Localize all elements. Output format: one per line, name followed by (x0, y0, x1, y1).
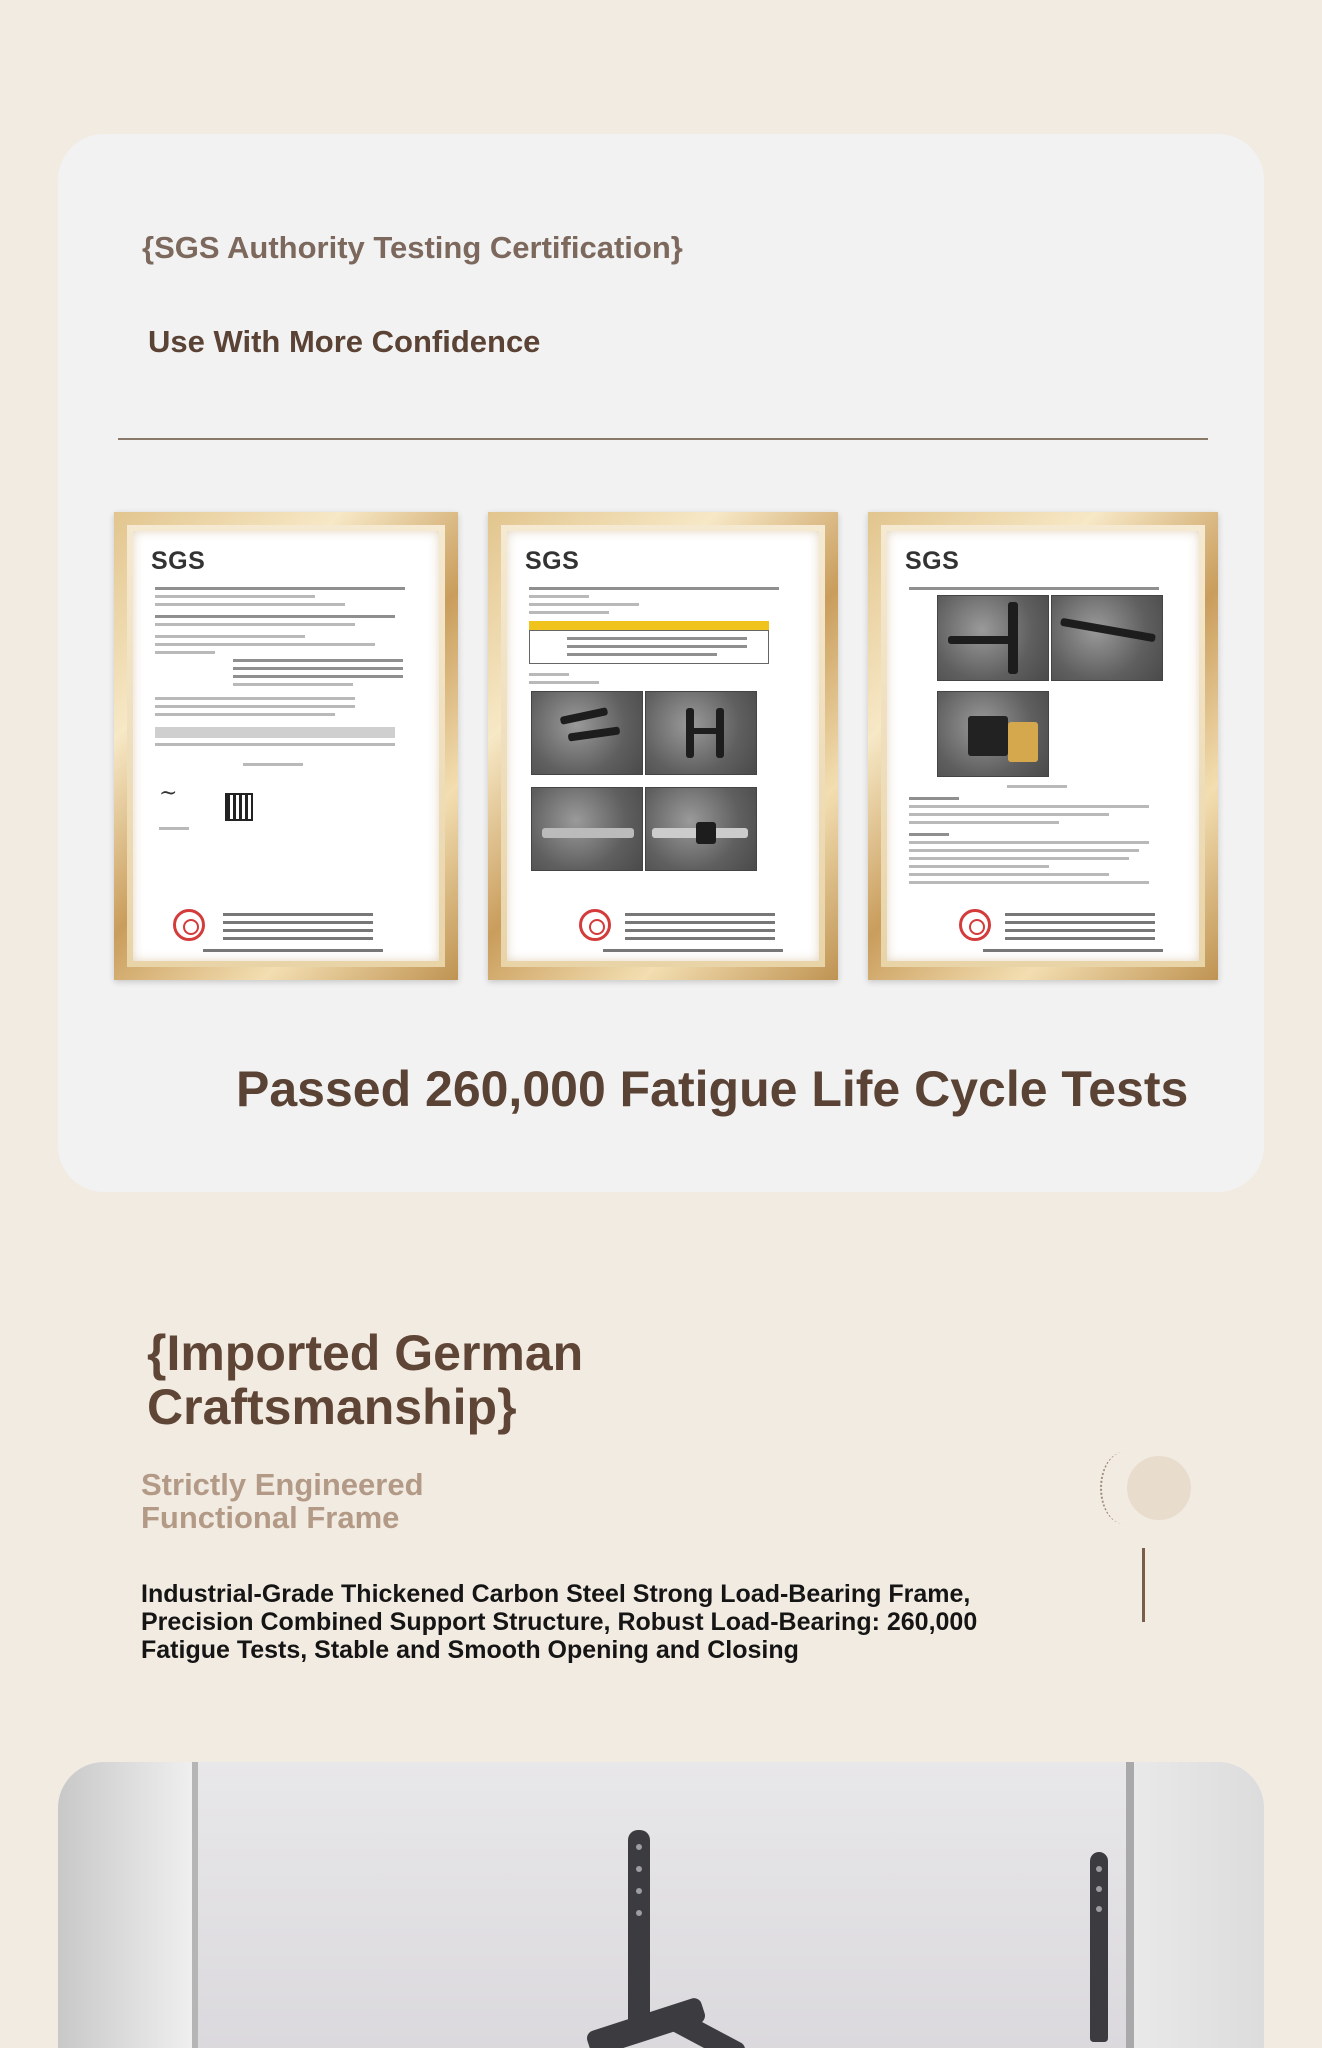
product-frame-photo (58, 1762, 1264, 2048)
sgs-stamp (579, 909, 611, 941)
frame-bracket-right (1090, 1852, 1108, 2042)
certification-subtitle: Use With More Confidence (148, 324, 541, 359)
sgs-stamp (959, 909, 991, 941)
craftsmanship-description: Industrial-Grade Thickened Carbon Steel Strong Load-Bearing Frame, Precision Combined Support Structure, Robust Load-Bearing: 260,000 Fatigue Tests, Stable and Smooth Opening and Closing (141, 1580, 978, 1664)
photo-wall-right (1134, 1762, 1264, 2048)
test-photo (645, 787, 757, 871)
sgs-logo: SGS (525, 547, 580, 575)
decorative-line (1142, 1548, 1145, 1622)
test-photo (645, 691, 757, 775)
certification-card (58, 134, 1264, 1192)
sgs-logo: SGS (151, 547, 206, 575)
craftsmanship-title: {Imported German Craftsmanship} (147, 1325, 584, 1435)
sgs-logo: SGS (905, 547, 960, 575)
certificate-frame-1 (114, 512, 458, 980)
test-photo (1051, 595, 1163, 681)
fatigue-test-claim: Passed 260,000 Fatigue Life Cycle Tests (236, 1061, 1189, 1117)
frame-bracket-left (628, 1830, 650, 2030)
test-photo (531, 787, 643, 871)
test-photo (531, 691, 643, 775)
certificate-document-1 (133, 531, 439, 961)
certificate-frame-2 (488, 512, 838, 980)
certificate-frame-3 (868, 512, 1218, 980)
test-photo (937, 595, 1049, 681)
section-divider (118, 438, 1208, 440)
certification-title: {SGS Authority Testing Certification} (142, 230, 683, 265)
qr-code (225, 793, 253, 821)
sgs-stamp (173, 909, 205, 941)
craftsmanship-subtitle: Strictly Engineered Functional Frame (141, 1467, 424, 1535)
signature: ~ (159, 781, 178, 806)
certificate-document-3 (887, 531, 1199, 961)
certificate-document-2 (507, 531, 819, 961)
test-photo (937, 691, 1049, 777)
decorative-circle (1127, 1456, 1191, 1520)
photo-wall-left (58, 1762, 192, 2048)
